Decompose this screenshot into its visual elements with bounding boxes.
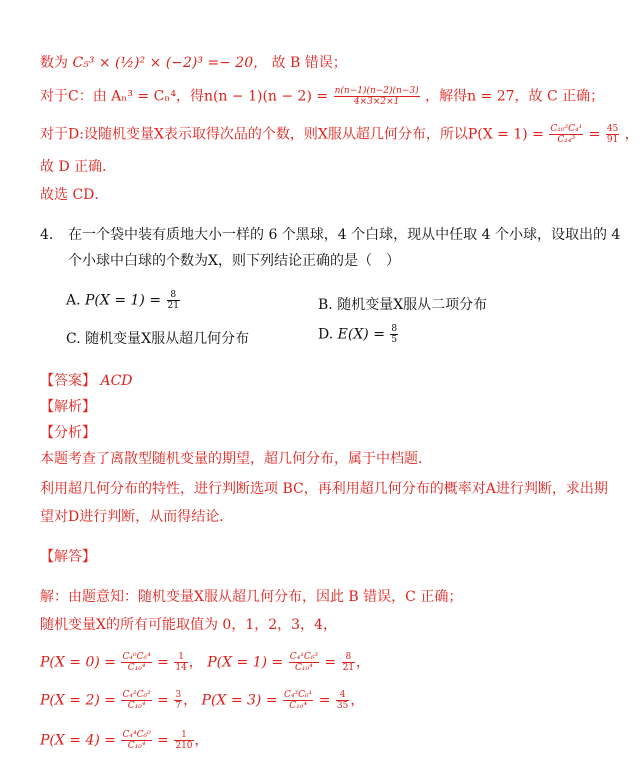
option-label: A.	[66, 292, 81, 309]
prob-lhs: P(X = 1) =	[207, 654, 284, 671]
fenxi-line-2	[40, 480, 608, 498]
text: 随机变量X的所有可能取值为 0，1，2，3，4，	[40, 617, 337, 633]
prev-line-3	[40, 124, 639, 145]
fraction-numerator: 4	[339, 690, 346, 700]
prob-lhs: P(X = 2) =	[40, 692, 117, 709]
fraction	[289, 652, 319, 673]
fraction-numerator: 45	[606, 124, 619, 134]
text: ，解得n = 27，故 C 正确；	[425, 88, 605, 105]
fraction-denominator: 5	[391, 335, 398, 345]
question-number-text: 4.	[40, 227, 54, 243]
question-number	[40, 226, 53, 244]
fraction-denominator: 21	[167, 301, 179, 311]
text: 个小球中白球的个数为X，则下列结论正确的是（ ）	[68, 253, 400, 269]
fraction	[174, 730, 193, 751]
fraction	[174, 652, 187, 673]
prob-line-1	[40, 652, 370, 673]
equals: =	[157, 732, 169, 749]
equals: =	[157, 654, 169, 671]
text: 【解答】	[40, 549, 96, 565]
option-d	[318, 324, 399, 345]
prev-line-4	[40, 158, 116, 176]
prob-lhs: P(X = 4) =	[40, 732, 117, 749]
text: ，	[624, 126, 639, 143]
equals: =	[318, 692, 331, 709]
equals: =	[157, 692, 169, 709]
comma: ，	[183, 692, 198, 709]
fraction-numerator: C₄⁴C₆⁰	[122, 730, 151, 740]
analysis-tag	[40, 398, 96, 416]
fraction-denominator: 4×3×2×1	[334, 96, 420, 107]
fraction-denominator: C₁₀⁴	[121, 700, 151, 711]
text: 数为	[40, 55, 68, 71]
prob-line-2	[40, 690, 364, 711]
prev-line-1	[40, 54, 347, 72]
fraction-denominator: C₁₀⁴	[289, 662, 319, 673]
text: 故 D 正确．	[40, 159, 117, 175]
fraction-denominator: C₁₀⁴	[121, 740, 151, 751]
fraction-denominator: C₁₀⁴	[283, 700, 313, 711]
fraction-numerator: 1	[178, 652, 184, 662]
fraction-denominator: 21	[342, 663, 355, 673]
option-text: 随机变量X服从超几何分布	[85, 331, 250, 347]
text: 在一个袋中装有质地大小一样的 6 个黑球，4 个白球，现从中任取 4 个小球，设取出的 4	[68, 227, 621, 243]
solution-line-1	[40, 588, 462, 606]
fraction	[336, 690, 349, 711]
fraction-numerator: 8	[345, 652, 352, 662]
option-label: C.	[66, 331, 81, 347]
fraction-numerator: C₄³C₆¹	[284, 690, 313, 700]
fraction-numerator: 8	[391, 324, 398, 334]
prev-line-5	[40, 186, 108, 204]
answer-value: ACD	[100, 373, 133, 389]
fraction-numerator: C₄⁰C₆⁴	[122, 652, 151, 662]
fraction	[549, 124, 583, 145]
fraction	[121, 652, 151, 673]
option-text: P(X = 1) =	[85, 292, 162, 309]
text: 解：由题意知：随机变量X服从超几何分布，因此 B 错误，C 正确；	[40, 589, 463, 605]
fraction-numerator: C₁₀²C₄¹	[550, 124, 583, 134]
fraction	[121, 690, 151, 711]
answer-tag: 【答案】	[40, 373, 96, 389]
option-text: E(X) =	[337, 326, 385, 343]
text: 利用超几何分布的特性，进行判断选项 BC，再利用超几何分布的概率对A进行判断，求出期	[40, 481, 608, 497]
fraction	[283, 690, 313, 711]
fraction	[342, 652, 355, 673]
option-b	[318, 294, 487, 314]
solution-line-2	[40, 616, 337, 634]
fraction	[390, 324, 398, 345]
fraction-numerator: 8	[170, 290, 177, 300]
option-text: 随机变量X服从二项分布	[337, 297, 488, 313]
formula: C₅³ × (½)² × (−2)³ =− 20，	[72, 55, 268, 71]
text: 【分析】	[40, 425, 96, 441]
prob-line-3	[40, 730, 209, 751]
comma: ，	[356, 654, 371, 671]
equals: =	[324, 654, 337, 671]
option-label: B.	[318, 297, 333, 313]
fraction-denominator: 14	[175, 663, 187, 673]
fraction-denominator: 210	[175, 741, 193, 751]
answer-line	[40, 372, 133, 390]
text: 故选 CD．	[40, 187, 109, 203]
fenxi-line-3	[40, 508, 233, 526]
fraction	[121, 730, 151, 751]
jieda-tag	[40, 548, 96, 566]
fenxi-line-1	[40, 450, 432, 468]
question-text-line-1	[68, 226, 620, 244]
option-a	[66, 290, 181, 311]
fraction	[334, 86, 420, 107]
option-c	[66, 328, 249, 348]
text: 望对D进行判断，从而得结论．	[40, 509, 234, 525]
fraction-numerator: 3	[175, 690, 182, 700]
text: 故 B 错误；	[271, 55, 347, 71]
fraction-numerator: 1	[181, 730, 187, 740]
prob-lhs: P(X = 3) =	[201, 692, 278, 709]
fraction-denominator: 91	[606, 135, 619, 145]
fraction	[606, 124, 619, 145]
fraction-denominator: C₁₀⁴	[121, 662, 151, 673]
text: 【解析】	[40, 399, 96, 415]
option-label: D.	[318, 326, 334, 343]
text: 本题考查了离散型随机变量的期望，超几何分布，属于中档题．	[40, 451, 432, 467]
comma: ，	[188, 654, 203, 671]
fraction-denominator: C₁₄³	[549, 134, 583, 145]
fraction-numerator: C₄¹C₆³	[289, 652, 318, 662]
fraction-denominator: 7	[175, 701, 182, 711]
equals: =	[588, 126, 601, 143]
prev-line-2	[40, 86, 604, 107]
fraction	[167, 290, 180, 311]
fraction-numerator: n(n−1)(n−2)(n−3)	[334, 86, 419, 96]
fenxi-tag	[40, 424, 96, 442]
text: 对于C：由 Aₙ³ = Cₙ⁴，得n(n − 1)(n − 2) =	[40, 88, 329, 105]
fraction-numerator: C₄²C₆²	[122, 690, 151, 700]
comma: ，	[194, 732, 209, 749]
text: 对于D:设随机变量X表示取得次品的个数，则X服从超几何分布，所以P(X = 1) =	[40, 126, 544, 143]
comma: ，	[350, 692, 365, 709]
prob-lhs: P(X = 0) =	[40, 654, 117, 671]
question-text-line-2	[68, 252, 400, 270]
fraction-denominator: 35	[336, 701, 349, 711]
fraction	[174, 690, 182, 711]
